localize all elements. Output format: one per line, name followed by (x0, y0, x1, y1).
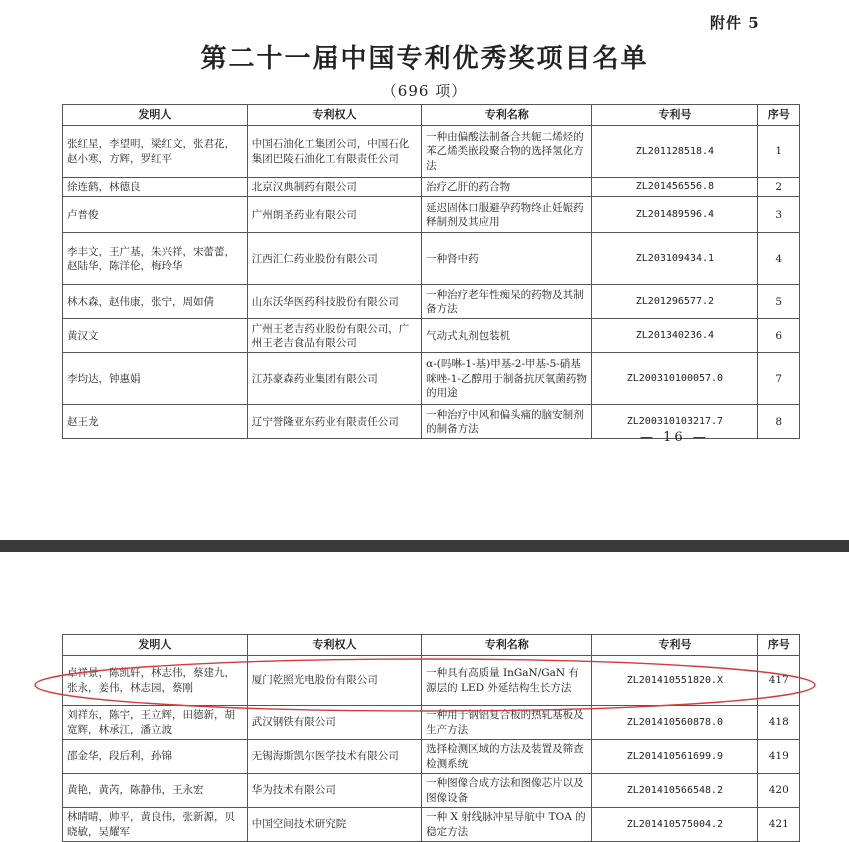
cell-owner: 武汉钢铁有限公司 (247, 706, 421, 740)
cell-patent-name: 一种具有高质量 InGaN/GaN 有源层的 LED 外延结构生长方法 (422, 656, 592, 706)
cell-inventor: 黄艳，黄芮，陈静伟，王永宏 (63, 774, 248, 808)
cell-patent-name: 一种治疗老年性痴呆的药物及其制备方法 (422, 285, 592, 319)
cell-patent-name: 一种治疗中风和偏头痛的脑安制剂的制备方法 (422, 405, 592, 439)
cell-serial: 421 (758, 808, 800, 842)
cell-patent-no: ZL201410560878.0 (592, 706, 758, 740)
table-row (63, 706, 800, 740)
cell-patent-name: 延迟固体口服避孕药物终止妊娠药释制剂及其应用 (422, 197, 592, 233)
cell-inventor: 张红星，李望明，梁红文，张君花，赵小寒，方辉，罗红平 (63, 126, 248, 178)
cell-owner: 无锡海斯凯尔医学技术有限公司 (247, 740, 421, 774)
table-row (63, 808, 800, 842)
cell-serial: 7 (758, 353, 800, 405)
page-separator (0, 540, 849, 552)
table-row (63, 233, 800, 285)
cell-owner: 江苏豪森药业集团有限公司 (247, 353, 421, 405)
table-row (63, 126, 800, 178)
cell-inventor: 刘祥东，陈宇，王立辉，田德新，胡宽辉，林承江，潘立波 (63, 706, 248, 740)
cell-patent-no: ZL201489596.4 (592, 197, 758, 233)
cell-inventor: 卓祥景，陈凯轩，林志伟，蔡建九，张永，姜伟，林志园，蔡刚 (63, 656, 248, 706)
cell-patent-name: 一种 X 射线脉冲星导航中 TOA 的稳定方法 (422, 808, 592, 842)
cell-patent-name: 选择检测区域的方法及装置及筛查检测系统 (422, 740, 592, 774)
cell-patent-name: 一种图像合成方法和图像芯片以及图像设备 (422, 774, 592, 808)
table-row (63, 656, 800, 706)
cell-inventor: 李丰文，王广基，朱兴祥，宋蕾蕾，赵陆华，陈洋伦，梅玲华 (63, 233, 248, 285)
table-row (63, 178, 800, 197)
table-row (63, 319, 800, 353)
cell-serial: 2 (758, 178, 800, 197)
cell-serial: 417 (758, 656, 800, 706)
cell-patent-no: ZL201128518.4 (592, 126, 758, 178)
cell-inventor: 林晴晴，帅平，黄良伟，张新源，贝晓敏，吴耀军 (63, 808, 248, 842)
header-inventor: 发明人 (63, 105, 248, 126)
cell-owner: 华为技术有限公司 (247, 774, 421, 808)
cell-inventor: 邵金华，段后利，孙锦 (63, 740, 248, 774)
cell-inventor: 卢普俊 (63, 197, 248, 233)
cell-serial: 6 (758, 319, 800, 353)
cell-patent-name: 气动式丸剂包装机 (422, 319, 592, 353)
cell-patent-no: ZL200310103217.7 (592, 405, 758, 439)
header-owner: 专利权人 (247, 105, 421, 126)
cell-owner: 辽宁誉隆亚东药业有限责任公司 (247, 405, 421, 439)
cell-serial: 3 (758, 197, 800, 233)
header-patent-no: 专利号 (592, 105, 758, 126)
awards-table-top (62, 104, 800, 439)
cell-owner: 厦门乾照光电股份有限公司 (247, 656, 421, 706)
cell-serial: 1 (758, 126, 800, 178)
header-owner: 专利权人 (247, 635, 421, 656)
cell-owner: 北京汉典制药有限公司 (247, 178, 421, 197)
cell-patent-no: ZL201410575004.2 (592, 808, 758, 842)
awards-table-bottom (62, 634, 800, 842)
cell-serial: 420 (758, 774, 800, 808)
cell-patent-no: ZL201410566548.2 (592, 774, 758, 808)
cell-inventor: 黄汉文 (63, 319, 248, 353)
header-patent-no: 专利号 (592, 635, 758, 656)
header-serial: 序号 (758, 105, 800, 126)
cell-owner: 广州朗圣药业有限公司 (247, 197, 421, 233)
cell-inventor: 徐连鹤，林德良 (63, 178, 248, 197)
cell-patent-name: 一种用于钢铝复合板的热轧基板及生产方法 (422, 706, 592, 740)
cell-patent-no: ZL201340236.4 (592, 319, 758, 353)
cell-patent-no: ZL203109434.1 (592, 233, 758, 285)
cell-serial: 5 (758, 285, 800, 319)
cell-patent-no: ZL201410551820.X (592, 656, 758, 706)
cell-patent-no: ZL201410561699.9 (592, 740, 758, 774)
cell-patent-name: 治疗乙肝的药合物 (422, 178, 592, 197)
document-title: 第二十一届中国专利优秀奖项目名单 (200, 44, 649, 74)
cell-serial: 418 (758, 706, 800, 740)
cell-patent-no: ZL201456556.8 (592, 178, 758, 197)
cell-owner: 山东沃华医药科技股份有限公司 (247, 285, 421, 319)
header-name: 专利名称 (422, 635, 592, 656)
cell-owner: 中国石油化工集团公司，中国石化集团巴陵石油化工有限责任公司 (247, 126, 421, 178)
cell-patent-name: 一种肾中药 (422, 233, 592, 285)
cell-owner: 中国空间技术研究院 (247, 808, 421, 842)
cell-patent-no: ZL201296577.2 (592, 285, 758, 319)
cell-patent-name: 一种由偏酸法制备合共轭二烯烃的苯乙烯类嵌段聚合物的选择氢化方法 (422, 126, 592, 178)
table-row (63, 740, 800, 774)
cell-inventor: 林木森，赵伟康，张宁，周如倩 (63, 285, 248, 319)
table-row (63, 197, 800, 233)
header-name: 专利名称 (422, 105, 592, 126)
cell-inventor: 赵王龙 (63, 405, 248, 439)
header-serial: 序号 (758, 635, 800, 656)
cell-serial: 419 (758, 740, 800, 774)
page-number: — 16 — (640, 430, 709, 445)
cell-owner: 广州王老吉药业股份有限公司，广州王老吉食品有限公司 (247, 319, 421, 353)
table-header-row (63, 105, 800, 126)
table-row (63, 285, 800, 319)
cell-owner: 江西汇仁药业股份有限公司 (247, 233, 421, 285)
cell-patent-name: α-(吗啉-1-基)甲基-2-甲基-5-硝基咪唑-1-乙醇用于制备抗厌氧菌药物的用途 (422, 353, 592, 405)
table-row (63, 353, 800, 405)
cell-patent-no: ZL200310100057.0 (592, 353, 758, 405)
header-inventor: 发明人 (63, 635, 248, 656)
cell-serial: 8 (758, 405, 800, 439)
cell-serial: 4 (758, 233, 800, 285)
cell-inventor: 李均达，钟惠娟 (63, 353, 248, 405)
attachment-label: 附件 5 (710, 14, 760, 32)
table-row (63, 774, 800, 808)
table-header-row (63, 635, 800, 656)
item-count: （696 项） (381, 82, 468, 100)
